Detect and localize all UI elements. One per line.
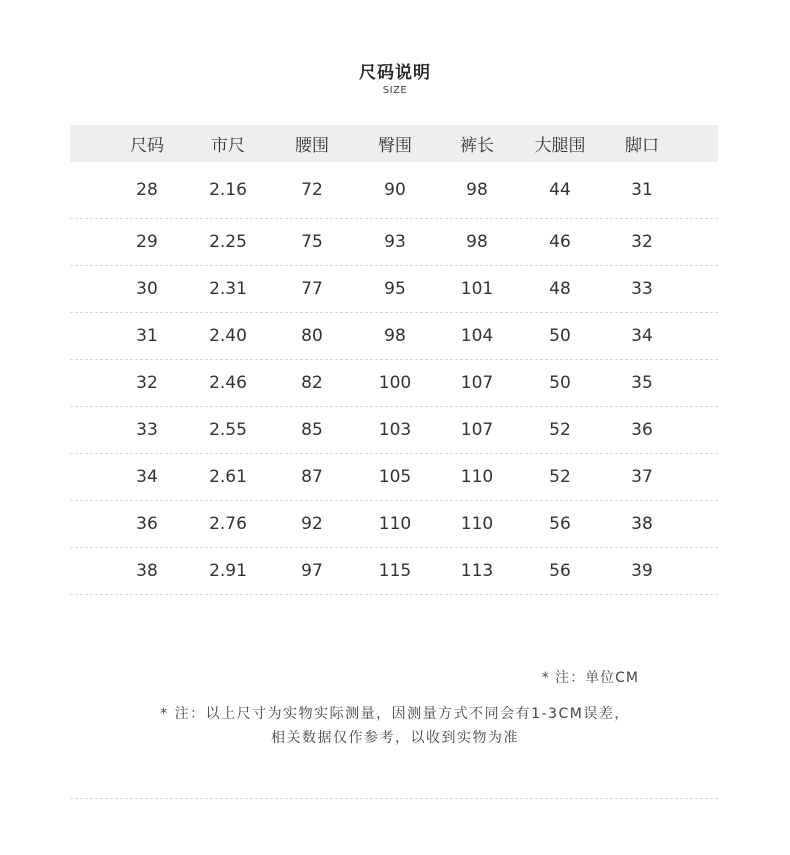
table-cell: 80 xyxy=(301,326,323,346)
table-cell: 38 xyxy=(136,561,158,581)
table-cell: 38 xyxy=(631,514,653,534)
table-cell: 107 xyxy=(460,373,494,393)
table-cell: 37 xyxy=(631,467,653,487)
page-title: 尺码说明 xyxy=(359,63,431,83)
table-cell: 46 xyxy=(549,232,571,252)
table-cell: 93 xyxy=(384,232,406,252)
table-cell: 101 xyxy=(460,279,494,299)
table-row xyxy=(70,454,718,501)
header-chinese-chi: 市尺 xyxy=(211,136,245,156)
table-cell: 39 xyxy=(631,561,653,581)
table-cell: 87 xyxy=(301,467,323,487)
table-cell: 2.40 xyxy=(209,326,247,346)
unit-note: * 注：单位CM xyxy=(541,670,639,686)
table-cell: 115 xyxy=(378,561,412,581)
table-row xyxy=(70,360,718,407)
table-cell: 75 xyxy=(301,232,323,252)
table-cell: 2.76 xyxy=(209,514,247,534)
table-row xyxy=(70,548,718,595)
table-cell: 110 xyxy=(460,514,494,534)
table-cell: 48 xyxy=(549,279,571,299)
table-header-row xyxy=(70,125,718,162)
table-cell: 110 xyxy=(460,467,494,487)
table-cell: 29 xyxy=(136,232,158,252)
table-cell: 85 xyxy=(301,420,323,440)
header-size: 尺码 xyxy=(130,136,164,156)
table-cell: 113 xyxy=(460,561,494,581)
measurement-note-line-2: 相关数据仅作参考，以收到实物为准 xyxy=(271,730,519,746)
table-cell: 56 xyxy=(549,561,571,581)
table-cell: 107 xyxy=(460,420,494,440)
table-cell: 98 xyxy=(466,180,488,200)
table-cell: 34 xyxy=(136,467,158,487)
table-row xyxy=(70,501,718,548)
table-cell: 2.61 xyxy=(209,467,247,487)
table-cell: 98 xyxy=(384,326,406,346)
table-cell: 30 xyxy=(136,279,158,299)
table-cell: 2.91 xyxy=(209,561,247,581)
table-row xyxy=(70,162,718,219)
table-cell: 2.55 xyxy=(209,420,247,440)
table-cell: 52 xyxy=(549,420,571,440)
table-cell: 105 xyxy=(378,467,412,487)
header-length: 裤长 xyxy=(460,136,494,156)
table-cell: 31 xyxy=(136,326,158,346)
table-cell: 31 xyxy=(631,180,653,200)
measurement-note-line-1: * 注：以上尺寸为实物实际测量，因测量方式不同会有1-3CM误差， xyxy=(160,706,630,722)
table-cell: 33 xyxy=(631,279,653,299)
table-cell: 28 xyxy=(136,180,158,200)
table-cell: 72 xyxy=(301,180,323,200)
header-leg-opening: 脚口 xyxy=(625,136,659,156)
table-cell: 52 xyxy=(549,467,571,487)
table-cell: 44 xyxy=(549,180,571,200)
table-cell: 2.16 xyxy=(209,180,247,200)
table-row xyxy=(70,219,718,266)
table-cell: 50 xyxy=(549,326,571,346)
page-subtitle: SIZE xyxy=(382,85,408,96)
table-cell: 90 xyxy=(384,180,406,200)
table-cell: 95 xyxy=(384,279,406,299)
table-row xyxy=(70,266,718,313)
size-table xyxy=(70,125,718,595)
table-cell: 100 xyxy=(378,373,412,393)
table-cell: 36 xyxy=(136,514,158,534)
header-thigh: 大腿围 xyxy=(534,136,586,156)
table-cell: 2.25 xyxy=(209,232,247,252)
table-cell: 82 xyxy=(301,373,323,393)
table-cell: 98 xyxy=(466,232,488,252)
table-cell: 35 xyxy=(631,373,653,393)
table-cell: 77 xyxy=(301,279,323,299)
table-cell: 103 xyxy=(378,420,412,440)
table-cell: 110 xyxy=(378,514,412,534)
bottom-divider xyxy=(70,798,718,799)
table-cell: 33 xyxy=(136,420,158,440)
table-row xyxy=(70,313,718,360)
table-cell: 2.31 xyxy=(209,279,247,299)
table-cell: 32 xyxy=(631,232,653,252)
table-cell: 104 xyxy=(460,326,494,346)
table-cell: 32 xyxy=(136,373,158,393)
table-cell: 34 xyxy=(631,326,653,346)
header-hip: 臀围 xyxy=(378,136,412,156)
table-cell: 92 xyxy=(301,514,323,534)
table-cell: 50 xyxy=(549,373,571,393)
table-cell: 97 xyxy=(301,561,323,581)
header-waist: 腰围 xyxy=(295,136,329,156)
table-row xyxy=(70,407,718,454)
table-cell: 36 xyxy=(631,420,653,440)
table-cell: 2.46 xyxy=(209,373,247,393)
table-cell: 56 xyxy=(549,514,571,534)
